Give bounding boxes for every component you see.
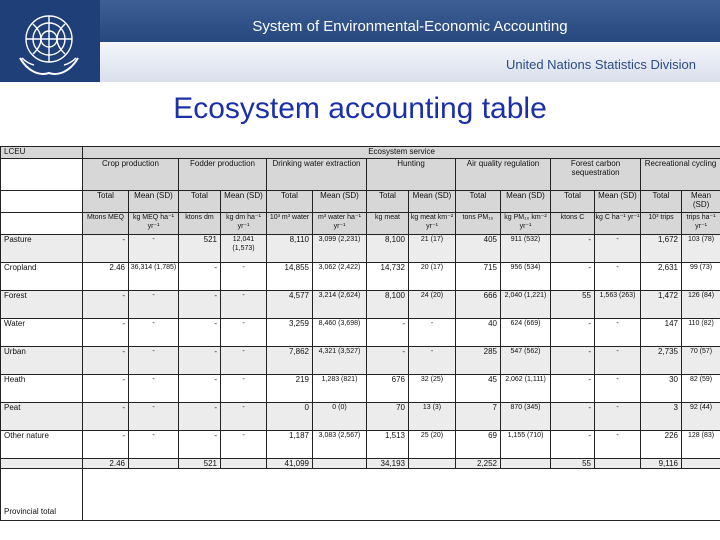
unit-cycling-mean: trips ha⁻¹ yr⁻¹ bbox=[682, 213, 720, 235]
table-cell-total: 2.46 bbox=[83, 263, 129, 291]
row-label: Forest bbox=[1, 291, 83, 319]
un-emblem-icon bbox=[0, 0, 100, 82]
table-cell-total: 666 bbox=[456, 291, 501, 319]
table-cell-mean: - bbox=[595, 403, 641, 431]
table-cell-total: - bbox=[179, 319, 221, 347]
table-cell-total: 3,259 bbox=[267, 319, 313, 347]
table-cell-mean: 3,214 (2,624) bbox=[313, 291, 367, 319]
table-cell-mean: 32 (25) bbox=[409, 375, 456, 403]
unit-water-total: 10³ m³ water bbox=[267, 213, 313, 235]
subheader-mean-sd: Mean (SD) bbox=[682, 191, 720, 213]
total-carbon: 55 bbox=[551, 459, 595, 469]
service-header-crop: Crop production bbox=[83, 159, 179, 191]
top-left-header: LCEU bbox=[1, 147, 83, 159]
unit-water-mean: m³ water ha⁻¹ yr⁻¹ bbox=[313, 213, 367, 235]
unit-air-mean: kg PM₁₀ km⁻² yr⁻¹ bbox=[501, 213, 551, 235]
table-cell-mean: 1,283 (821) bbox=[313, 375, 367, 403]
total-cycling: 9,116 bbox=[641, 459, 682, 469]
table-cell-total: 1,513 bbox=[367, 431, 409, 459]
table-cell-mean: 1,563 (263) bbox=[595, 291, 641, 319]
table-cell-total: 0 bbox=[267, 403, 313, 431]
unit-carbon-mean: kg C ha⁻¹ yr⁻¹ bbox=[595, 213, 641, 235]
table-cell-total: 40 bbox=[456, 319, 501, 347]
page-title: Ecosystem accounting table bbox=[173, 92, 547, 125]
table-cell-mean: 82 (59) bbox=[682, 375, 720, 403]
subheader-mean-sd: Mean (SD) bbox=[129, 191, 179, 213]
unit-crop-mean: kg MEQ ha⁻¹ yr⁻¹ bbox=[129, 213, 179, 235]
table-cell-mean: - bbox=[409, 347, 456, 375]
table-cell-mean: - bbox=[129, 347, 179, 375]
table-cell-mean: 12,041 (1,573) bbox=[221, 235, 267, 263]
table-cell-total: - bbox=[551, 347, 595, 375]
service-header-air-quality: Air quality regulation bbox=[456, 159, 551, 191]
table-cell-mean: 24 (20) bbox=[409, 291, 456, 319]
table-cell-total: 226 bbox=[641, 431, 682, 459]
division-title: United Nations Statistics Division bbox=[505, 57, 696, 72]
table-cell-total: - bbox=[551, 431, 595, 459]
table-cell-total: 1,672 bbox=[641, 235, 682, 263]
table-cell-mean: - bbox=[595, 347, 641, 375]
table-cell-mean: - bbox=[595, 263, 641, 291]
table-cell-total: - bbox=[551, 319, 595, 347]
subheader-mean-sd: Mean (SD) bbox=[409, 191, 456, 213]
table-cell-mean: - bbox=[129, 291, 179, 319]
table-cell-mean: - bbox=[595, 319, 641, 347]
table-cell-mean: 25 (20) bbox=[409, 431, 456, 459]
table-cell-total: 14,732 bbox=[367, 263, 409, 291]
unit-hunting-total: kg meat bbox=[367, 213, 409, 235]
totals-row-label bbox=[1, 459, 83, 469]
subheader-total: Total bbox=[179, 191, 221, 213]
total-water: 41,099 bbox=[267, 459, 313, 469]
table-cell-total: - bbox=[551, 403, 595, 431]
table-cell-total: - bbox=[551, 263, 595, 291]
unit-air-total: tons PM₁₀ bbox=[456, 213, 501, 235]
total-air: 2,252 bbox=[456, 459, 501, 469]
table-cell-mean: - bbox=[221, 347, 267, 375]
ecosystem-accounting-table bbox=[0, 146, 720, 540]
table-cell-mean: 4,321 (3,527) bbox=[313, 347, 367, 375]
table-cell-total: - bbox=[179, 263, 221, 291]
table-cell-total: 2,735 bbox=[641, 347, 682, 375]
table-cell-mean: 0 (0) bbox=[313, 403, 367, 431]
unit-crop-total: Mtons MEQ bbox=[83, 213, 129, 235]
table-row bbox=[1, 347, 720, 375]
table-cell-mean: 8,460 (3,698) bbox=[313, 319, 367, 347]
row-label: Water bbox=[1, 319, 83, 347]
table-cell-total: - bbox=[83, 291, 129, 319]
table-cell-total: 8,110 bbox=[267, 235, 313, 263]
table-cell-mean: 624 (669) bbox=[501, 319, 551, 347]
service-group-header: Ecosystem service bbox=[83, 147, 720, 159]
unit-fodder-mean: kg dm ha⁻¹ yr⁻¹ bbox=[221, 213, 267, 235]
subheader-mean-sd: Mean (SD) bbox=[221, 191, 267, 213]
row-label: Urban bbox=[1, 347, 83, 375]
table-cell-total: 3 bbox=[641, 403, 682, 431]
table-cell-mean: - bbox=[129, 235, 179, 263]
table-cell-total: 45 bbox=[456, 375, 501, 403]
table-row bbox=[1, 403, 720, 431]
unit-hunting-mean: kg meat km⁻² yr⁻¹ bbox=[409, 213, 456, 235]
table-row bbox=[1, 431, 720, 459]
row-label: Peat bbox=[1, 403, 83, 431]
unit-cycling-total: 10³ trips bbox=[641, 213, 682, 235]
table-cell-mean: - bbox=[129, 319, 179, 347]
table-cell-mean: 20 (17) bbox=[409, 263, 456, 291]
table-cell-total: 2,631 bbox=[641, 263, 682, 291]
service-header-drinking-water: Drinking water extraction bbox=[267, 159, 367, 191]
table-cell-total: - bbox=[83, 375, 129, 403]
table-cell-mean: - bbox=[595, 375, 641, 403]
table-cell-mean: - bbox=[221, 319, 267, 347]
table-cell-mean: 128 (83) bbox=[682, 431, 720, 459]
table-cell-mean: 870 (345) bbox=[501, 403, 551, 431]
table-cell-total: 7,862 bbox=[267, 347, 313, 375]
table-cell-total: - bbox=[83, 347, 129, 375]
table-cell-mean: 1,155 (710) bbox=[501, 431, 551, 459]
service-header-hunting: Hunting bbox=[367, 159, 456, 191]
table-cell-mean: 70 (57) bbox=[682, 347, 720, 375]
row-label: Heath bbox=[1, 375, 83, 403]
table-cell-mean: 92 (44) bbox=[682, 403, 720, 431]
table-cell-total: - bbox=[83, 319, 129, 347]
table-cell-total: 1,472 bbox=[641, 291, 682, 319]
unit-carbon-total: ktons C bbox=[551, 213, 595, 235]
row-label: Cropland bbox=[1, 263, 83, 291]
total-hunting: 34,193 bbox=[367, 459, 409, 469]
table-cell-mean: - bbox=[221, 291, 267, 319]
table-cell-total: 1,187 bbox=[267, 431, 313, 459]
table-cell-total: 715 bbox=[456, 263, 501, 291]
table-cell-mean: 956 (534) bbox=[501, 263, 551, 291]
table-cell-total: 8,100 bbox=[367, 291, 409, 319]
table-cell-mean: - bbox=[221, 375, 267, 403]
table-cell-total: - bbox=[179, 291, 221, 319]
table-row bbox=[1, 375, 720, 403]
table-cell-total: 219 bbox=[267, 375, 313, 403]
table-cell-mean: - bbox=[129, 375, 179, 403]
provincial-total-label: Provincial total bbox=[1, 469, 83, 521]
table-cell-mean: - bbox=[221, 431, 267, 459]
system-title: System of Environmental-Economic Accounting bbox=[252, 18, 568, 35]
table-cell-mean: - bbox=[129, 403, 179, 431]
subheader-total: Total bbox=[641, 191, 682, 213]
subheader-mean-sd: Mean (SD) bbox=[595, 191, 641, 213]
row-label: Pasture bbox=[1, 235, 83, 263]
table-cell-total: 7 bbox=[456, 403, 501, 431]
table-cell-mean: 99 (73) bbox=[682, 263, 720, 291]
subheader-total: Total bbox=[267, 191, 313, 213]
table-cell-mean: 103 (78) bbox=[682, 235, 720, 263]
table-cell-total: 8,100 bbox=[367, 235, 409, 263]
table-cell-mean: 21 (17) bbox=[409, 235, 456, 263]
table-row bbox=[1, 235, 720, 263]
service-header-recreational-cycling: Recreational cycling bbox=[641, 159, 720, 191]
table-cell-total: - bbox=[83, 431, 129, 459]
table-cell-mean: 547 (562) bbox=[501, 347, 551, 375]
table-cell-total: - bbox=[367, 319, 409, 347]
service-header-forest-carbon: Forest carbon sequestration bbox=[551, 159, 641, 191]
row-label: Other nature bbox=[1, 431, 83, 459]
table-cell-total: - bbox=[179, 375, 221, 403]
table-cell-total: 285 bbox=[456, 347, 501, 375]
subheader-total: Total bbox=[367, 191, 409, 213]
table-cell-mean: - bbox=[221, 403, 267, 431]
subheader-total: Total bbox=[551, 191, 595, 213]
table-cell-total: - bbox=[367, 347, 409, 375]
table-cell-total: 55 bbox=[551, 291, 595, 319]
subheader-total: Total bbox=[83, 191, 129, 213]
table-cell-mean: 2,040 (1,221) bbox=[501, 291, 551, 319]
table-cell-total: - bbox=[83, 235, 129, 263]
subheader-mean-sd: Mean (SD) bbox=[501, 191, 551, 213]
table-cell-total: 30 bbox=[641, 375, 682, 403]
un-logo bbox=[0, 0, 100, 82]
table-cell-total: - bbox=[551, 235, 595, 263]
table-cell-mean: 110 (82) bbox=[682, 319, 720, 347]
table-cell-mean: - bbox=[129, 431, 179, 459]
table-cell-mean: 911 (532) bbox=[501, 235, 551, 263]
table-cell-mean: 13 (3) bbox=[409, 403, 456, 431]
table-cell-total: - bbox=[551, 375, 595, 403]
table-row bbox=[1, 319, 720, 347]
table-row bbox=[1, 291, 720, 319]
table-cell-mean: 36,314 (1,785) bbox=[129, 263, 179, 291]
table-row bbox=[1, 263, 720, 291]
table-cell-mean: 3,099 (2,231) bbox=[313, 235, 367, 263]
table-cell-mean: 3,062 (2,422) bbox=[313, 263, 367, 291]
table-cell-mean: - bbox=[221, 263, 267, 291]
subheader-total: Total bbox=[456, 191, 501, 213]
subheader-mean-sd: Mean (SD) bbox=[313, 191, 367, 213]
table-cell-total: 70 bbox=[367, 403, 409, 431]
table-cell-total: - bbox=[179, 347, 221, 375]
table-cell-total: - bbox=[179, 431, 221, 459]
table-cell-total: - bbox=[83, 403, 129, 431]
table-cell-mean: - bbox=[595, 431, 641, 459]
table-cell-mean: 2,062 (1,111) bbox=[501, 375, 551, 403]
table-cell-mean: 126 (84) bbox=[682, 291, 720, 319]
unit-fodder-total: ktons dm bbox=[179, 213, 221, 235]
table-cell-total: 69 bbox=[456, 431, 501, 459]
top-banner bbox=[0, 0, 720, 82]
table-cell-total: 147 bbox=[641, 319, 682, 347]
total-fodder: 521 bbox=[179, 459, 221, 469]
table-cell-mean: 3,083 (2,567) bbox=[313, 431, 367, 459]
table-cell-total: - bbox=[179, 403, 221, 431]
table-cell-total: 676 bbox=[367, 375, 409, 403]
table-cell-total: 4,577 bbox=[267, 291, 313, 319]
table-cell-total: 521 bbox=[179, 235, 221, 263]
table-cell-mean: - bbox=[409, 319, 456, 347]
total-crop: 2.46 bbox=[83, 459, 129, 469]
service-header-fodder: Fodder production bbox=[179, 159, 267, 191]
table-cell-total: 405 bbox=[456, 235, 501, 263]
table-cell-total: 14,855 bbox=[267, 263, 313, 291]
table-cell-mean: - bbox=[595, 235, 641, 263]
